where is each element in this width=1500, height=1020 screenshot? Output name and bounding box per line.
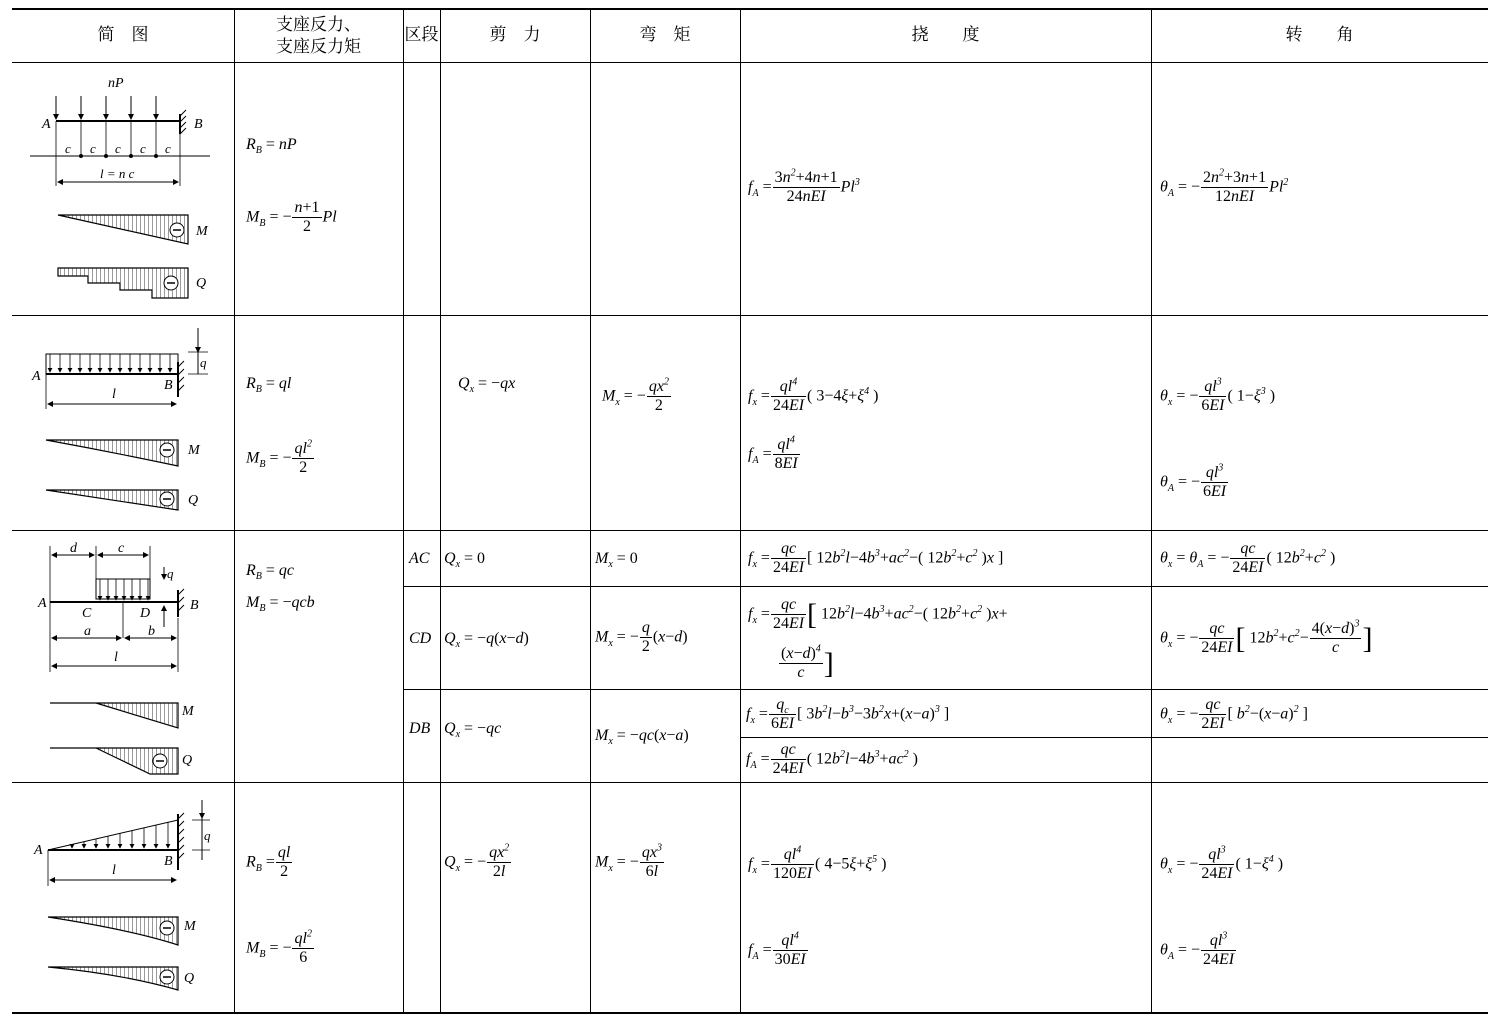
row3-sub2-border bbox=[403, 689, 1488, 690]
diagram-uniform-load bbox=[31, 328, 208, 510]
label-d: d bbox=[70, 541, 77, 556]
row2-Qx: $Q_x = -qx$ bbox=[458, 375, 516, 396]
header-deflection: 挠 度 bbox=[911, 25, 980, 45]
label-M: M bbox=[184, 919, 196, 934]
label-l: l bbox=[112, 863, 116, 878]
label-c: c bbox=[115, 141, 121, 156]
row1-thetaA: $\theta_A$ = − $\frac{2n^2+3n+1}{\text{12nEI}}$ Pl$^2$ bbox=[1160, 167, 1289, 206]
label-A: A bbox=[32, 369, 41, 384]
row2-MB: $M_B$ = − $\frac{ql^2}{2}$ bbox=[246, 438, 312, 477]
row4-thetaA: $\theta_A$ = − $\frac{ql^3}{24EI}$ bbox=[1160, 930, 1235, 969]
col-divider-6 bbox=[1151, 9, 1152, 1012]
label-Q: Q bbox=[196, 276, 207, 291]
col-divider-3 bbox=[440, 9, 441, 1012]
row2-Mx: $M_x$ = − $\frac{qx^2}{2}$ bbox=[602, 376, 669, 415]
row2-RB: $R_B$ = ql bbox=[246, 375, 292, 396]
label-c: c bbox=[118, 541, 125, 556]
label-q: q bbox=[167, 566, 174, 581]
row3-DB-Qx: $Q_x = -qc$ bbox=[444, 720, 502, 741]
row3-AC-fx: $f_x$ = $\frac{qc}{24EI}$ [ $12b^2l-4b^3+ac^2-$( $12b^2+c^2$ )x ] bbox=[748, 540, 1004, 577]
row1-RB: $R_B$ = nP bbox=[246, 136, 297, 157]
row3-RB: $R_B$ = qc bbox=[246, 562, 295, 583]
col-divider-4 bbox=[590, 9, 591, 1012]
header-reaction-line2: 支座反力矩 bbox=[276, 37, 361, 57]
row4-Qx: $Q_x$ = − $\frac{qx^2}{2l}$ bbox=[444, 842, 510, 881]
row3-fA-border bbox=[740, 737, 1488, 738]
row3-sub1-border bbox=[403, 586, 1488, 587]
row4-thetax: $\theta_x$ = − $\frac{ql^3}{24EI}$ ( $1-\xi^4$ ) bbox=[1160, 844, 1284, 883]
label-a: a bbox=[84, 624, 91, 639]
row3-CD-fx-cont: $\frac{(x-d)^4}{c}$ ] bbox=[781, 643, 834, 682]
row1-fA: $f_A$ = $\frac{3n^2+4n+1}{\text{24nEI}}$ Pl$^3$ bbox=[748, 167, 860, 206]
label-l-eq-nc: l = n c bbox=[100, 166, 135, 181]
row4-Mx: $M_x$ = − $\frac{qx^3}{6l}$ bbox=[595, 842, 662, 881]
row4-MB: $M_B$ = − $\frac{ql^2}{6}$ bbox=[246, 928, 312, 967]
label-A: A bbox=[34, 843, 43, 858]
row4-fA: $f_A$ = $\frac{ql^4}{30EI}$ bbox=[748, 930, 806, 969]
label-c: c bbox=[165, 141, 171, 156]
label-Q: Q bbox=[182, 753, 193, 768]
label-B: B bbox=[164, 378, 173, 393]
header-rotation: 转 角 bbox=[1285, 25, 1354, 45]
label-A: A bbox=[38, 596, 47, 611]
row3-MB: $M_B = -qcb$ bbox=[246, 594, 315, 615]
diagram-triangular-load bbox=[33, 800, 211, 990]
segment-AC: AC bbox=[409, 550, 430, 567]
row4-RB: $R_B$ = $\frac{ql}{2}$ bbox=[246, 844, 291, 881]
col-divider-5 bbox=[740, 9, 741, 1012]
row3-AC-Qx: $Q_x = 0$ bbox=[444, 550, 486, 571]
row3-CD-theta: $\theta_x$ = − $\frac{qc}{24EI}$ [ $12b^2+c^2-$ $\frac{4(x-d)^3}{c}$ ] bbox=[1160, 618, 1373, 657]
label-B: B bbox=[194, 117, 203, 132]
row2-fx: $f_x$ = $\frac{ql^4}{24EI}$ ( $3-4\xi+\xi^4$ ) bbox=[748, 376, 879, 415]
label-Q: Q bbox=[188, 493, 199, 508]
label-M: M bbox=[182, 704, 194, 719]
label-b: b bbox=[148, 624, 155, 639]
label-A: A bbox=[42, 117, 51, 132]
label-c: c bbox=[140, 141, 146, 156]
row3-DB-fx: $f_x$ = $\frac{q_c}{6EI}$ [ $3b^2l-b^3-3b^2x+(x-a)^3$ ] bbox=[746, 696, 950, 733]
label-c: c bbox=[90, 141, 96, 156]
header-shear: 剪 力 bbox=[489, 25, 541, 45]
label-M: M bbox=[196, 224, 208, 239]
row3-DB-theta: $\theta_x$ = − $\frac{qc}{2EI}$ [ $b^2-(x-a)^2$ ] bbox=[1160, 696, 1308, 733]
segment-CD: CD bbox=[409, 630, 432, 647]
col-divider-1 bbox=[234, 9, 235, 1012]
header-diagram: 简 图 bbox=[97, 25, 149, 45]
row3-fA: $f_A$ = $\frac{qc}{24EI}$ ( $12b^2l-4b^3+ac^2$ ) bbox=[746, 741, 918, 778]
diagram-concentrated-loads bbox=[30, 76, 210, 298]
row3-AC-theta: $\theta_x = \theta_A$ = − $\frac{qc}{24EI}$ ( $12b^2+c^2$ ) bbox=[1160, 540, 1336, 577]
table-bottom-border bbox=[12, 1012, 1488, 1014]
header-reaction-line1: 支座反力、 bbox=[276, 15, 361, 35]
segment-DB: DB bbox=[409, 720, 431, 737]
diagram-partial-uniform-load bbox=[37, 541, 199, 774]
header-moment: 弯 矩 bbox=[639, 25, 691, 45]
label-l: l bbox=[112, 387, 116, 402]
row3-AC-Mx: $M_x = 0$ bbox=[595, 550, 638, 571]
label-Q: Q bbox=[184, 971, 195, 986]
row3-CD-Qx: $Q_x = -q(x-d)$ bbox=[444, 630, 529, 651]
col-divider-2 bbox=[403, 9, 404, 1012]
beam-diagrams bbox=[12, 62, 234, 1012]
label-B: B bbox=[164, 854, 173, 869]
label-nP: nP bbox=[108, 76, 124, 91]
row2-fA: $f_A$ = $\frac{ql^4}{8EI}$ bbox=[748, 434, 798, 473]
label-C: C bbox=[82, 606, 92, 621]
label-M: M bbox=[188, 443, 200, 458]
row3-CD-Mx: $M_x$ = − $\frac{q}{2}$ (x−d) bbox=[595, 619, 688, 656]
row4-fx: $f_x$ = $\frac{ql^4}{120EI}$ ( $4-5\xi+\xi^5$ ) bbox=[748, 844, 887, 883]
label-q: q bbox=[200, 355, 207, 370]
row2-thetax: $\theta_x$ = − $\frac{ql^3}{6EI}$ ( $1-\xi^3$ ) bbox=[1160, 376, 1276, 415]
row1-MB: $M_B$ = − $\frac{n+1}{2}$ Pl bbox=[246, 199, 337, 236]
row2-thetaA: $\theta_A$ = − $\frac{ql^3}{6EI}$ bbox=[1160, 462, 1227, 501]
label-B: B bbox=[190, 598, 199, 613]
header-segment: 区段 bbox=[404, 25, 439, 45]
label-D: D bbox=[140, 606, 151, 621]
label-q: q bbox=[204, 828, 211, 843]
label-l: l bbox=[114, 650, 118, 665]
label-c: c bbox=[65, 141, 71, 156]
row3-CD-fx: $f_x$ = $\frac{qc}{24EI}$ [ $12b^2l-4b^3+ac^2-$( $12b^2+c^2$ )x+ bbox=[748, 596, 1008, 633]
row3-DB-Mx: $M_x = -qc(x-a)$ bbox=[595, 727, 689, 748]
